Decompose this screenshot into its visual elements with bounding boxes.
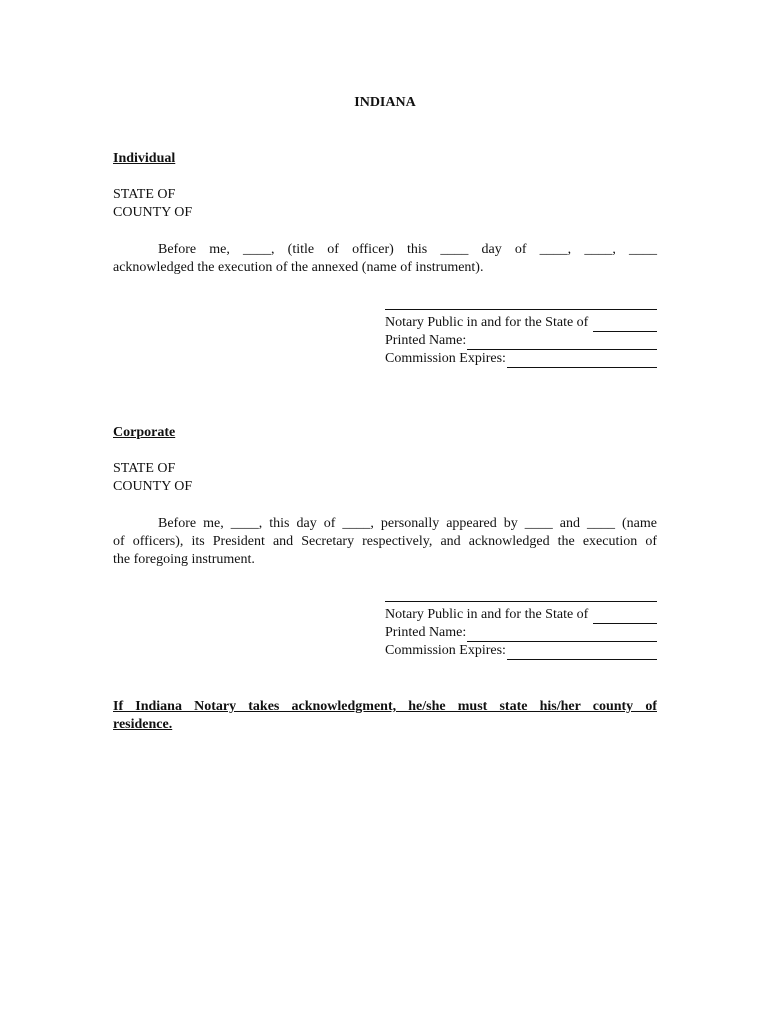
corporate-state-of: STATE OF bbox=[113, 461, 176, 476]
individual-heading: Individual bbox=[113, 151, 176, 166]
individual-paragraph-line1: Before me, ____, (title of officer) this ____ day of ____, ____, ____ bbox=[158, 242, 657, 257]
individual-notary-state-field: Notary Public in and for the State of bbox=[385, 314, 657, 332]
corporate-paragraph-line2: of officers), its President and Secretary respectively, and acknowledged the execution of bbox=[113, 534, 657, 549]
corporate-county-of: COUNTY OF bbox=[113, 479, 193, 494]
individual-commission-expires-field: Commission Expires: bbox=[385, 350, 657, 368]
individual-county-of: COUNTY OF bbox=[113, 205, 193, 220]
individual-signature-line bbox=[385, 309, 657, 310]
corporate-paragraph-line1: Before me, ____, this day of ____, personally appeared by ____ and ____ (name bbox=[158, 516, 657, 531]
individual-paragraph-line2: acknowledged the execution of the annexed (name of instrument). bbox=[113, 260, 484, 275]
footer-note-line2: residence. bbox=[113, 717, 173, 732]
document-title: INDIANA bbox=[354, 95, 416, 110]
corporate-notary-state-field: Notary Public in and for the State of bbox=[385, 606, 657, 624]
corporate-heading: Corporate bbox=[113, 425, 176, 440]
corporate-commission-expires-field: Commission Expires: bbox=[385, 642, 657, 660]
footer-note-line1: If Indiana Notary takes acknowledgment, he/she must state his/her county of bbox=[113, 699, 657, 714]
individual-printed-name-field: Printed Name: bbox=[385, 332, 657, 350]
corporate-paragraph-line3: the foregoing instrument. bbox=[113, 552, 255, 567]
corporate-printed-name-field: Printed Name: bbox=[385, 624, 657, 642]
corporate-signature-line bbox=[385, 601, 657, 602]
individual-state-of: STATE OF bbox=[113, 187, 176, 202]
